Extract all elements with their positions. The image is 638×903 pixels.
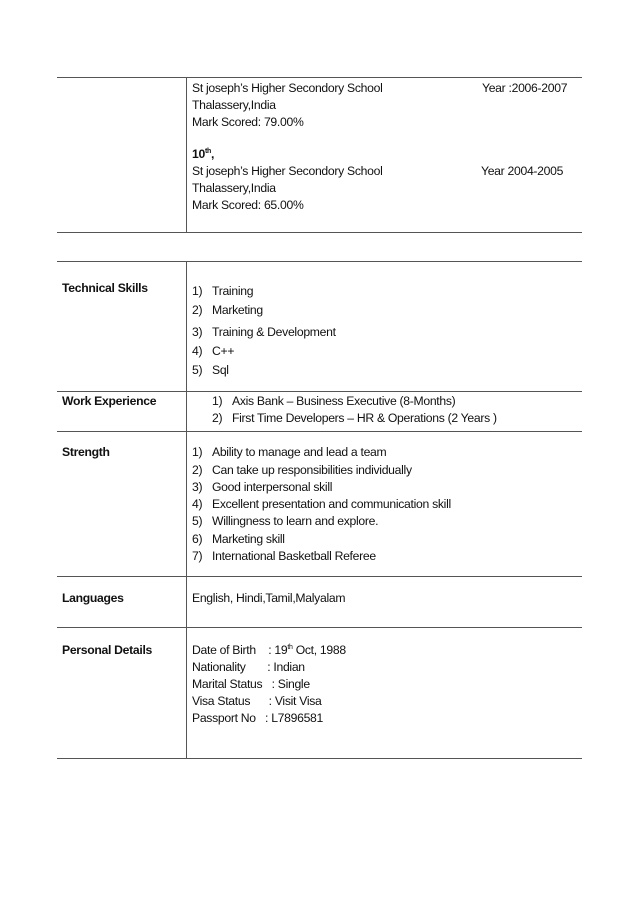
plus-two-location: Thalassery,India [192, 98, 276, 112]
personal-details-label: Personal Details [62, 643, 153, 657]
languages-label: Languages [62, 591, 124, 605]
column-divider-education [186, 77, 187, 232]
rule-languages-top [57, 576, 582, 577]
visa-status: Visa Status : Visit Visa [192, 694, 322, 708]
rule-bottom [57, 758, 582, 759]
tenth-heading: 10th, [192, 147, 215, 161]
list-item: 1) Ability to manage and lead a team [192, 445, 387, 459]
tenth-location: Thalassery,India [192, 181, 276, 195]
languages-value: English, Hindi,Tamil,Malyalam [192, 591, 346, 605]
strength-label: Strength [62, 445, 110, 459]
date-of-birth: Date of Birth : 19th Oct, 1988 [192, 643, 346, 657]
nationality: Nationality : Indian [192, 660, 305, 674]
list-item: 2) First Time Developers – HR & Operations (2 Years ) [212, 411, 497, 425]
list-item: 5) Willingness to learn and explore. [192, 514, 379, 528]
plus-two-marks: Mark Scored: 79.00% [192, 115, 304, 129]
list-item: 2) Can take up responsibilities individually [192, 463, 412, 477]
list-item: 4) C++ [192, 344, 235, 358]
rule-work-top [57, 391, 582, 392]
list-item: 3) Training & Development [192, 325, 336, 339]
rule-top [57, 77, 582, 78]
marital-status: Marital Status : Single [192, 677, 310, 691]
passport-number: Passport No : L7896581 [192, 711, 324, 725]
list-item: 2) Marketing [192, 303, 263, 317]
column-divider-main [186, 261, 187, 758]
list-item: 7) International Basketball Referee [192, 549, 376, 563]
tenth-marks: Mark Scored: 65.00% [192, 198, 304, 212]
tenth-school: St joseph’s Higher Secondory School [192, 164, 383, 178]
rule-education-bottom [57, 232, 582, 233]
rule-skills-top [57, 261, 582, 262]
rule-strength-top [57, 431, 582, 432]
plus-two-school: St joseph’s Higher Secondory School [192, 81, 383, 95]
list-item: 1) Training [192, 284, 254, 298]
list-item: 5) Sql [192, 363, 229, 377]
list-item: 1) Axis Bank – Business Executive (8-Months) [212, 394, 456, 408]
list-item: 4) Excellent presentation and communication skill [192, 497, 451, 511]
rule-personal-top [57, 627, 582, 628]
technical-skills-label: Technical Skills [62, 281, 148, 295]
plus-two-year: Year :2006-2007 [482, 81, 568, 95]
tenth-year: Year 2004-2005 [481, 164, 564, 178]
work-experience-label: Work Experience [62, 394, 157, 408]
list-item: 6) Marketing skill [192, 532, 285, 546]
list-item: 3) Good interpersonal skill [192, 480, 333, 494]
